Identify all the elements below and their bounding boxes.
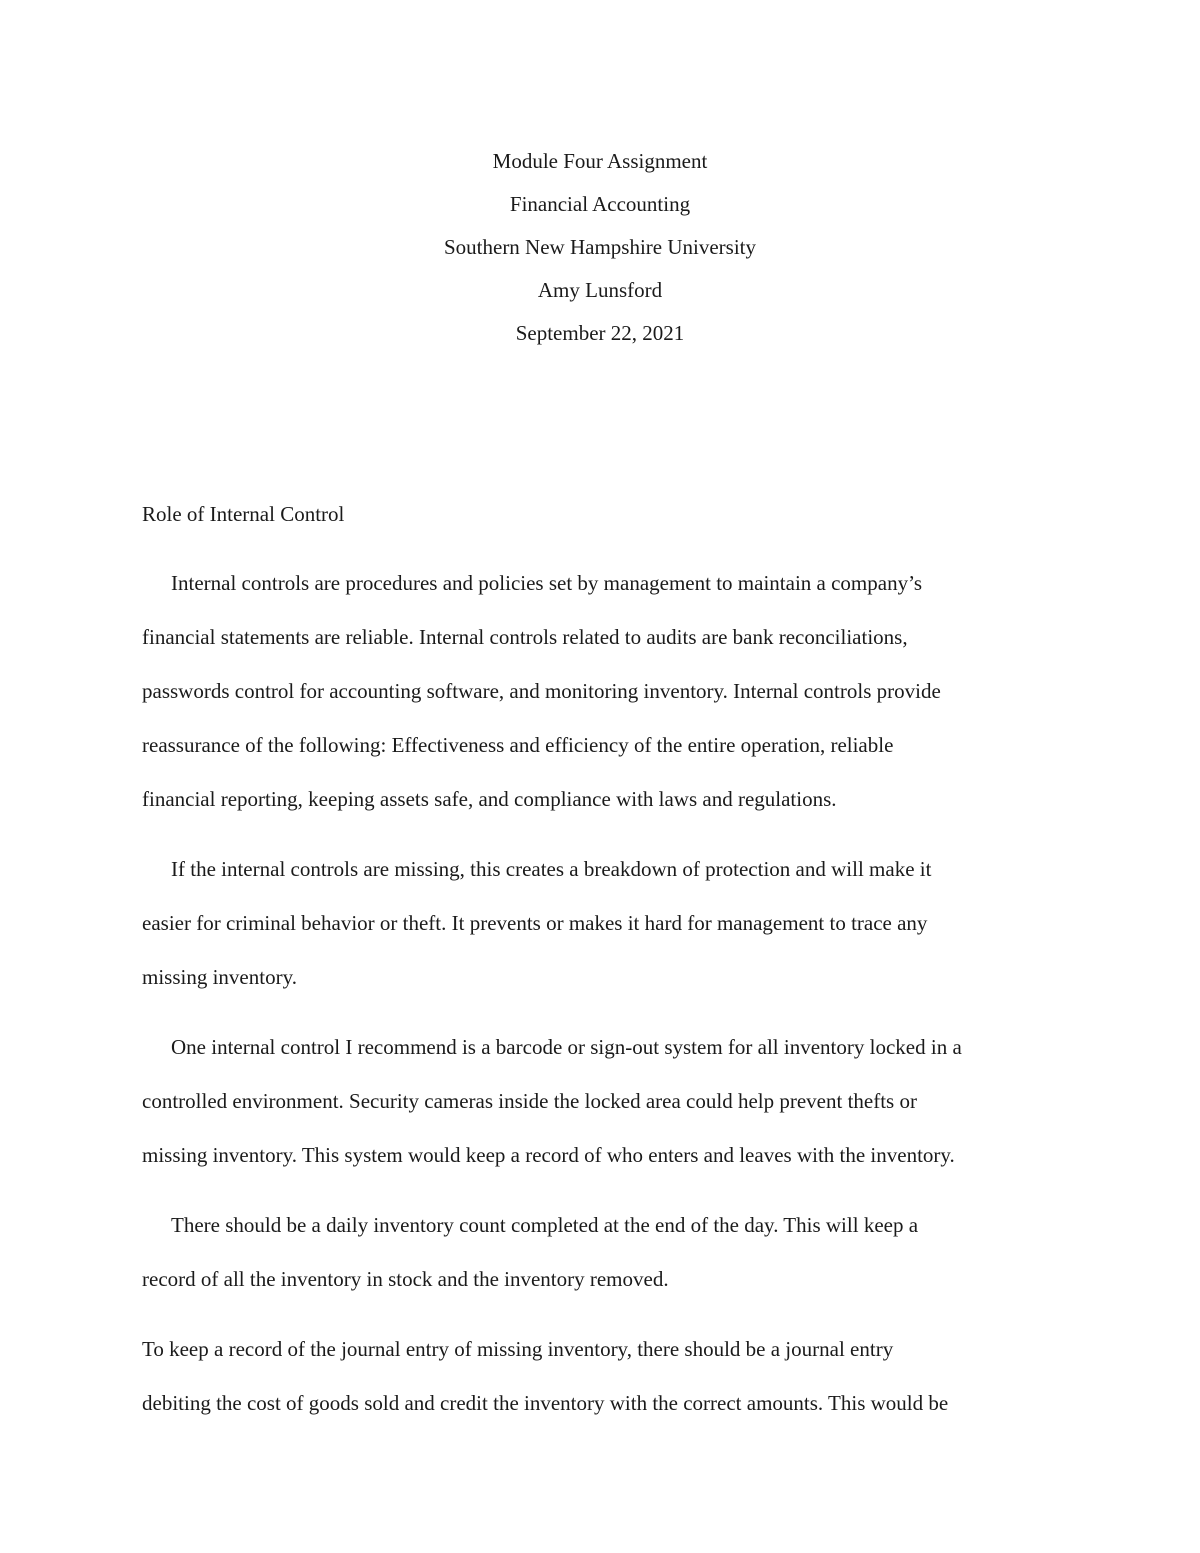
paragraph-line: There should be a daily inventory count completed at the end of the day. This will keep a <box>171 1213 919 1237</box>
title-page-block <box>0 140 1200 355</box>
paragraph-line: passwords control for accounting software, and monitoring inventory. Internal controls provide <box>142 679 941 703</box>
paragraph-line: To keep a record of the journal entry of missing inventory, there should be a journal entry <box>142 1337 894 1361</box>
paragraph-line: One internal control I recommend is a barcode or sign-out system for all inventory locked in a <box>171 1035 962 1059</box>
paragraph-line: financial reporting, keeping assets safe, and compliance with laws and regulations. <box>142 787 837 811</box>
institution-name: Southern New Hampshire University <box>443 235 757 259</box>
paragraph-line: financial statements are reliable. Internal controls related to audits are bank reconciliations, <box>142 625 908 649</box>
paragraph-line: missing inventory. <box>142 965 297 989</box>
document-title: Module Four Assignment <box>492 149 708 173</box>
paragraph-line: If the internal controls are missing, this creates a breakdown of protection and will make it <box>171 857 932 881</box>
paragraph-line: reassurance of the following: Effectiveness and efficiency of the entire operation, reliable <box>142 733 894 757</box>
paragraph-line: controlled environment. Security cameras inside the locked area could help prevent thefts or <box>142 1089 917 1113</box>
course-name: Financial Accounting <box>509 192 691 216</box>
paragraph-5 <box>142 1322 1072 1430</box>
paragraph-line: missing inventory. This system would keep a record of who enters and leaves with the inventory. <box>142 1143 955 1167</box>
document-body <box>142 487 1072 1446</box>
paragraph-1 <box>142 556 1072 826</box>
document-date: September 22, 2021 <box>515 321 685 345</box>
paragraph-4 <box>142 1198 1072 1306</box>
paragraph-2 <box>142 842 1072 1004</box>
author-name: Amy Lunsford <box>537 278 663 302</box>
paragraph-line: Internal controls are procedures and policies set by management to maintain a company’s <box>171 571 923 595</box>
paragraph-line: record of all the inventory in stock and the inventory removed. <box>142 1267 669 1291</box>
paragraph-line: debiting the cost of goods sold and credit the inventory with the correct amounts. This would be <box>142 1391 949 1415</box>
paragraph-3 <box>142 1020 1072 1182</box>
paragraph-line: easier for criminal behavior or theft. It prevents or makes it hard for management to trace any <box>142 911 928 935</box>
section-heading: Role of Internal Control <box>142 502 345 526</box>
